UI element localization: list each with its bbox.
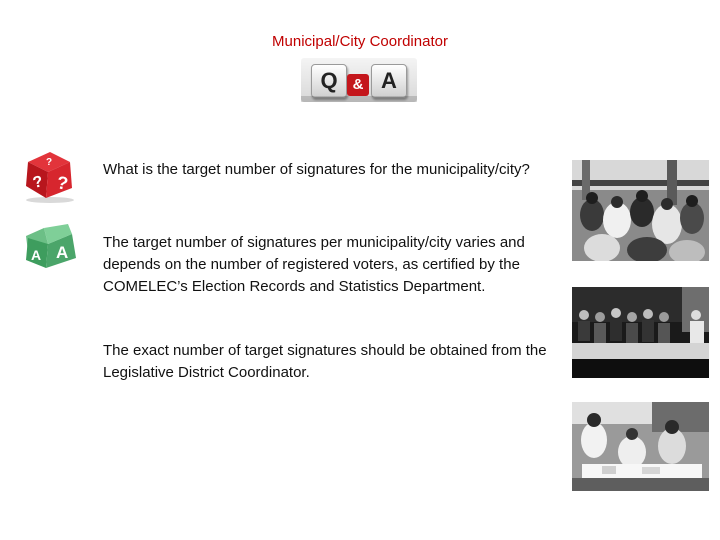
- answer-note-text: The exact number of target signatures should be obtained from the Legislative District Coordinator.: [103, 342, 547, 381]
- svg-text:A: A: [56, 243, 69, 262]
- answer-text: The target number of signatures per municipality/city varies and depends on the number of registered voters, as certified by the COMELEC’s Election Records and Statistics Department.: [103, 234, 525, 295]
- qa-banner-shadow: [301, 96, 417, 102]
- svg-text:?: ?: [31, 173, 45, 192]
- svg-text:?: ?: [46, 157, 53, 168]
- qa-banner-image: [301, 58, 417, 102]
- qa-ampersand: &: [347, 74, 369, 96]
- qa-q-die: Q: [311, 64, 347, 98]
- svg-text:?: ?: [55, 172, 70, 194]
- red-question-dice-icon: [20, 148, 80, 204]
- green-answer-dice-icon: [22, 222, 80, 272]
- qa-a-die: A: [371, 64, 407, 98]
- crowd-signing-photo: [572, 160, 709, 261]
- svg-text:A: A: [31, 247, 42, 263]
- audience-tables-photo: [572, 287, 709, 378]
- page-title: Municipal/City Coordinator: [272, 33, 448, 50]
- people-signing-table-photo: [572, 402, 709, 491]
- question-text: What is the target number of signatures for the municipality/city?: [103, 161, 530, 178]
